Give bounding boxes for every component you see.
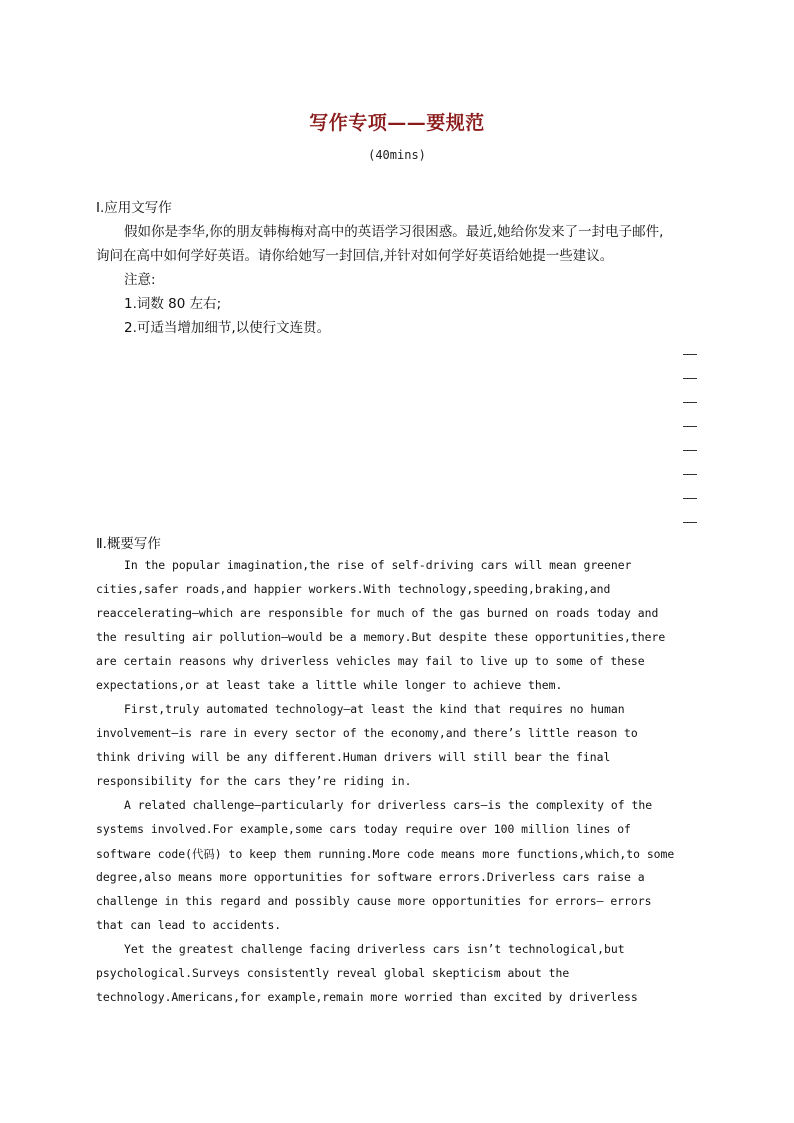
answer-line	[683, 426, 697, 427]
passage-line: the resulting air pollution—would be a memory.But despite these opportunities,there	[96, 630, 666, 644]
note-label: 注意:	[124, 272, 156, 288]
answer-line	[683, 450, 697, 451]
answer-line	[683, 378, 697, 379]
answer-line	[683, 354, 697, 355]
passage-line: that can lead to accidents.	[96, 918, 282, 932]
passage-line: involvement—is rare in every sector of the economy,and there’s little reason to	[96, 726, 638, 740]
section1-prompt-line1: 假如你是李华,你的朋友韩梅梅对高中的英语学习很困惑。最近,她给你发来了一封电子邮件,	[124, 224, 664, 240]
answer-line	[683, 402, 697, 403]
passage-line: challenge in this regard and possibly cause more opportunities for errors— errors	[96, 894, 652, 908]
passage-line: degree,also means more opportunities for software errors.Driverless cars raise a	[96, 870, 645, 884]
passage-line: psychological.Surveys consistently reveal global skepticism about the	[96, 966, 570, 980]
passage-line: software code(代码) to keep them running.More code means more functions,which,to some	[96, 847, 675, 861]
passage-line: are certain reasons why driverless vehicles may fail to live up to some of these	[96, 654, 645, 668]
passage-line: cities,safer roads,and happier workers.With technology,speeding,braking,and	[96, 582, 611, 596]
passage-line: expectations,or at least take a little while longer to achieve them.	[96, 678, 563, 692]
passage-line: Yet the greatest challenge facing driverless cars isn’t technological,but	[124, 942, 625, 956]
answer-line	[683, 522, 697, 523]
passage-line: technology.Americans,for example,remain more worried than excited by driverless	[96, 990, 638, 1004]
passage-line: responsibility for the cars they’re riding in.	[96, 774, 412, 788]
passage-line: think driving will be any different.Human drivers will still bear the final	[96, 750, 611, 764]
passage-line: In the popular imagination,the rise of self-driving cars will mean greener	[124, 558, 632, 572]
passage-line: A related challenge—particularly for driverless cars—is the complexity of the	[124, 798, 653, 812]
answer-line	[683, 474, 697, 475]
passage-line: First,truly automated technology—at least the kind that requires no human	[124, 702, 625, 716]
page-title: 写作专项——要规范	[309, 112, 485, 134]
time-limit: (40mins)	[368, 148, 426, 162]
note-item-1: 1.词数 80 左右;	[124, 296, 222, 312]
answer-line	[683, 498, 697, 499]
passage-line: systems involved.For example,some cars today require over 100 million lines of	[96, 822, 631, 836]
passage-line: reaccelerating—which are responsible for much of the gas burned on roads today and	[96, 606, 659, 620]
section2-heading: Ⅱ.概要写作	[96, 536, 161, 552]
note-item-2: 2.可适当增加细节,以使行文连贯。	[124, 320, 331, 336]
section1-heading: Ⅰ.应用文写作	[96, 200, 172, 216]
section1-prompt-line2: 询问在高中如何学好英语。请你给她写一封回信,并针对如何学好英语给她提一些建议。	[96, 248, 614, 264]
